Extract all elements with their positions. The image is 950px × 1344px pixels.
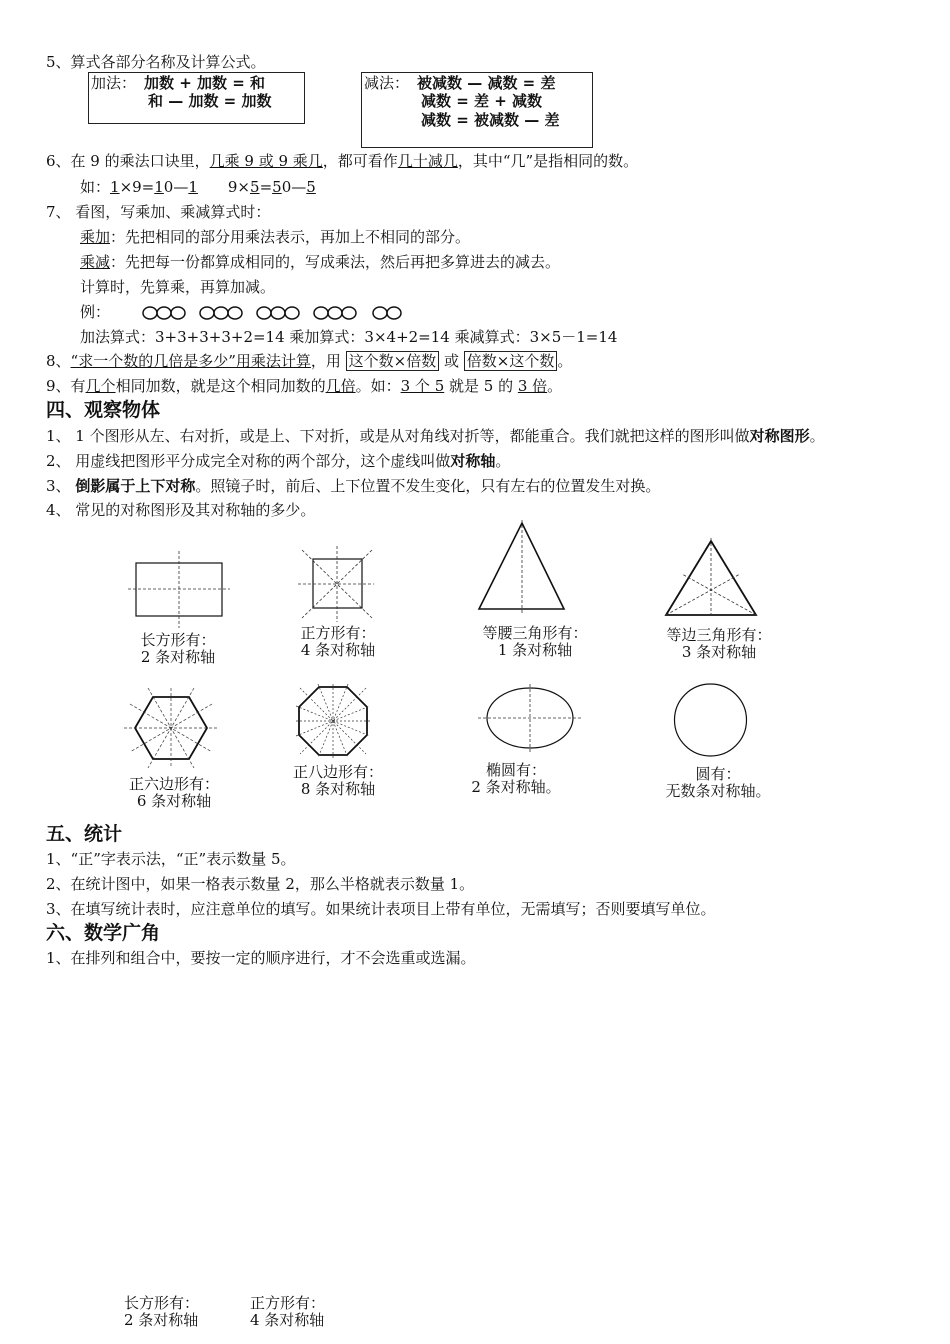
circle-groups-illustration xyxy=(142,305,412,321)
circle-caption xyxy=(650,766,786,800)
sec4-l2-b: 对称轴 xyxy=(450,452,496,470)
sec5-line-2: 2、在统计图中，如果一格表示数量 2，那么半格就表示数量 1。 xyxy=(46,875,475,893)
sec6-heading: 六、数学广角 xyxy=(46,922,161,944)
s7-multiply-add xyxy=(80,227,470,247)
s9-c: 相同加数，就是这个相同加数的 xyxy=(115,377,326,395)
square-caption xyxy=(280,625,396,659)
s7-sub-desc: ：先把每一份都算成相同的，写成乘法，然后再把多算进去的减去。 xyxy=(110,253,561,271)
s7-order: 计算时，先算乘，再算加减。 xyxy=(80,278,276,296)
square-figure xyxy=(298,546,376,624)
s8-or: 或 xyxy=(439,352,464,370)
s9-b: 几个 xyxy=(85,377,116,395)
s8-quote: “求一个数的几倍是多少”用乘法计算 xyxy=(70,352,311,370)
s6-ex2-e: 0— xyxy=(281,178,307,196)
s9-a: 9、有 xyxy=(46,377,86,395)
octagon-name: 正八边形有： xyxy=(292,763,383,781)
sec4-line-3 xyxy=(46,476,660,496)
equilateral-triangle-caption xyxy=(646,627,792,661)
sub-formula-2: 减数 = 差 + 减数 xyxy=(421,92,543,110)
footer-rectangle-name: 长方形有： xyxy=(124,1294,200,1312)
rectangle-caption xyxy=(120,632,236,666)
sec4-l1-a: 1、 1 个图形从左、右对折，或是上、下对折，或是从对角线对折等，都能重合。我们就把这样的图形叫做 xyxy=(46,427,750,445)
s6-example xyxy=(80,177,316,197)
hexagon-figure xyxy=(124,688,218,770)
s6-text-e: ，其中“几”是指相同的数。 xyxy=(457,152,639,170)
sec5-line-1: 1、“正”字表示法，“正”表示数量 5。 xyxy=(46,850,296,868)
ellipse-figure xyxy=(478,684,582,754)
isosceles-triangle-name: 等腰三角形有： xyxy=(482,624,588,642)
s6-text-a: 6、在 9 的乘法口诀里， xyxy=(46,152,210,170)
sec4-line-2 xyxy=(46,451,510,471)
s8-mid: ，用 xyxy=(310,352,346,370)
isosceles-triangle-figure xyxy=(476,520,568,614)
rectangle-figure xyxy=(128,548,232,630)
sec4-l3-b: 倒影属于上下对称 xyxy=(75,477,196,495)
rectangle-name: 长方形有： xyxy=(140,631,216,649)
s6-ex2-a: 9× xyxy=(227,178,251,196)
s7-multiply-subtract xyxy=(80,252,560,272)
s7-formulas: 加法算式：3+3+3+3+2=14 乘加算式：3×4+2=14 乘减算式：3×5－1=14 xyxy=(80,328,618,346)
sub-formula-1: 被减数 — 减数 = 差 xyxy=(417,74,556,92)
s5-title: 5、算式各部分名称及计算公式。 xyxy=(46,53,266,71)
s6-ex2-c: = xyxy=(259,178,273,196)
footer-rectangle-axes: 2 条对称轴 xyxy=(124,1311,199,1329)
ellipse-axes: 2 条对称轴。 xyxy=(471,778,561,796)
add-label: 加法： xyxy=(91,74,137,92)
sec4-line-1 xyxy=(46,426,825,446)
sub-formula-3: 减数 = 被减数 — 差 xyxy=(421,111,560,129)
sec4-line-4: 4、 常见的对称图形及其对称轴的多少。 xyxy=(46,501,316,519)
sec4-l2-a: 2、 用虚线把图形平分成完全对称的两个部分，这个虚线叫做 xyxy=(46,452,451,470)
s8-prefix: 8、 xyxy=(46,352,71,370)
s9-i: 。 xyxy=(547,377,563,395)
hexagon-axes: 6 条对称轴 xyxy=(136,792,212,810)
equilateral-triangle-axes: 3 条对称轴 xyxy=(681,643,757,661)
sec4-l2-c: 。 xyxy=(495,452,511,470)
s8-box-2: 倍数×这个数 xyxy=(464,351,558,371)
sec4-l1-b: 对称图形 xyxy=(749,427,810,445)
s8-line xyxy=(46,351,572,371)
isosceles-triangle-caption xyxy=(462,625,608,659)
hexagon-name: 正六边形有： xyxy=(128,775,219,793)
s6-ex1-b: ×9= xyxy=(119,178,155,196)
s9-e: 。如： xyxy=(355,377,401,395)
s9-d: 几倍 xyxy=(325,377,356,395)
octagon-caption xyxy=(276,764,400,798)
s6-text-c: ，都可看作 xyxy=(322,152,398,170)
circle-name: 圆有： xyxy=(695,765,741,783)
s6-text-b: 几乘 9 或 9 乘几 xyxy=(209,152,323,170)
s8-box-1: 这个数×倍数 xyxy=(346,351,440,371)
s6-ex1-d: 0— xyxy=(163,178,189,196)
sec5-line-3: 3、在填写统计表时，应注意单位的填写。如果统计表项目上带有单位，无需填写；否则要填写单位。 xyxy=(46,900,716,918)
circle-figure xyxy=(672,680,750,760)
square-axes: 4 条对称轴 xyxy=(300,641,376,659)
sec5-heading: 五、统计 xyxy=(46,823,123,845)
footer-square-name: 正方形有： xyxy=(250,1294,326,1312)
subtraction-formula-box xyxy=(361,72,593,148)
footer-square-axes: 4 条对称轴 xyxy=(250,1311,325,1329)
sec4-l3-c: 。照镜子时，前后、上下位置不发生变化，只有左右的位置发生对换。 xyxy=(195,477,661,495)
s6-ex2-d: 5 xyxy=(272,178,282,196)
s9-f: 3 个 5 xyxy=(400,377,445,395)
footer-square-caption xyxy=(250,1295,350,1329)
add-formula-1: 加数 + 加数 = 和 xyxy=(144,74,266,92)
s9-line xyxy=(46,376,562,396)
sec4-l3-a: 3、 xyxy=(46,477,76,495)
sec6-line-1: 1、在排列和组合中，要按一定的顺序进行，才不会选重或选漏。 xyxy=(46,949,476,967)
sub-label: 减法： xyxy=(364,74,410,92)
hexagon-caption xyxy=(112,776,236,810)
s6-text-d: 几十减几 xyxy=(397,152,458,170)
square-name: 正方形有： xyxy=(300,624,376,642)
footer-rectangle-caption xyxy=(124,1295,224,1329)
s6-ex1-c: 1 xyxy=(154,178,164,196)
equilateral-triangle-name: 等边三角形有： xyxy=(666,626,772,644)
s7-add-term: 乘加 xyxy=(80,228,111,246)
ellipse-caption xyxy=(454,762,578,796)
s7-sub-term: 乘减 xyxy=(80,253,111,271)
s6-ex2-b: 5 xyxy=(250,178,260,196)
s7-title: 7、 看图，写乘加、乘减算式时： xyxy=(46,203,271,221)
isosceles-triangle-axes: 1 条对称轴 xyxy=(497,641,573,659)
s7-example-label: 例： xyxy=(80,303,111,321)
s9-g: 就是 5 的 xyxy=(444,377,518,395)
sec4-heading: 四、观察物体 xyxy=(46,399,161,421)
sec4-l1-c: 。 xyxy=(809,427,825,445)
add-formula-2: 和 — 加数 = 加数 xyxy=(148,92,272,110)
s7-add-desc: ：先把相同的部分用乘法表示，再加上不相同的部分。 xyxy=(110,228,471,246)
s8-end: 。 xyxy=(557,352,573,370)
s6-ex1-a: 1 xyxy=(110,178,120,196)
octagon-axes: 8 条对称轴 xyxy=(300,780,376,798)
s6-example-label: 如： xyxy=(80,178,111,196)
equilateral-triangle-figure xyxy=(660,536,760,620)
s9-h: 3 倍 xyxy=(517,377,548,395)
octagon-figure xyxy=(296,684,370,758)
rectangle-axes: 2 条对称轴 xyxy=(140,648,216,666)
s6-ex1-e: 1 xyxy=(188,178,198,196)
s6-line xyxy=(46,151,638,171)
circle-axes: 无数条对称轴。 xyxy=(665,782,771,800)
addition-formula-box xyxy=(88,72,305,124)
s6-ex2-f: 5 xyxy=(306,178,316,196)
ellipse-name: 椭圆有： xyxy=(485,761,546,779)
